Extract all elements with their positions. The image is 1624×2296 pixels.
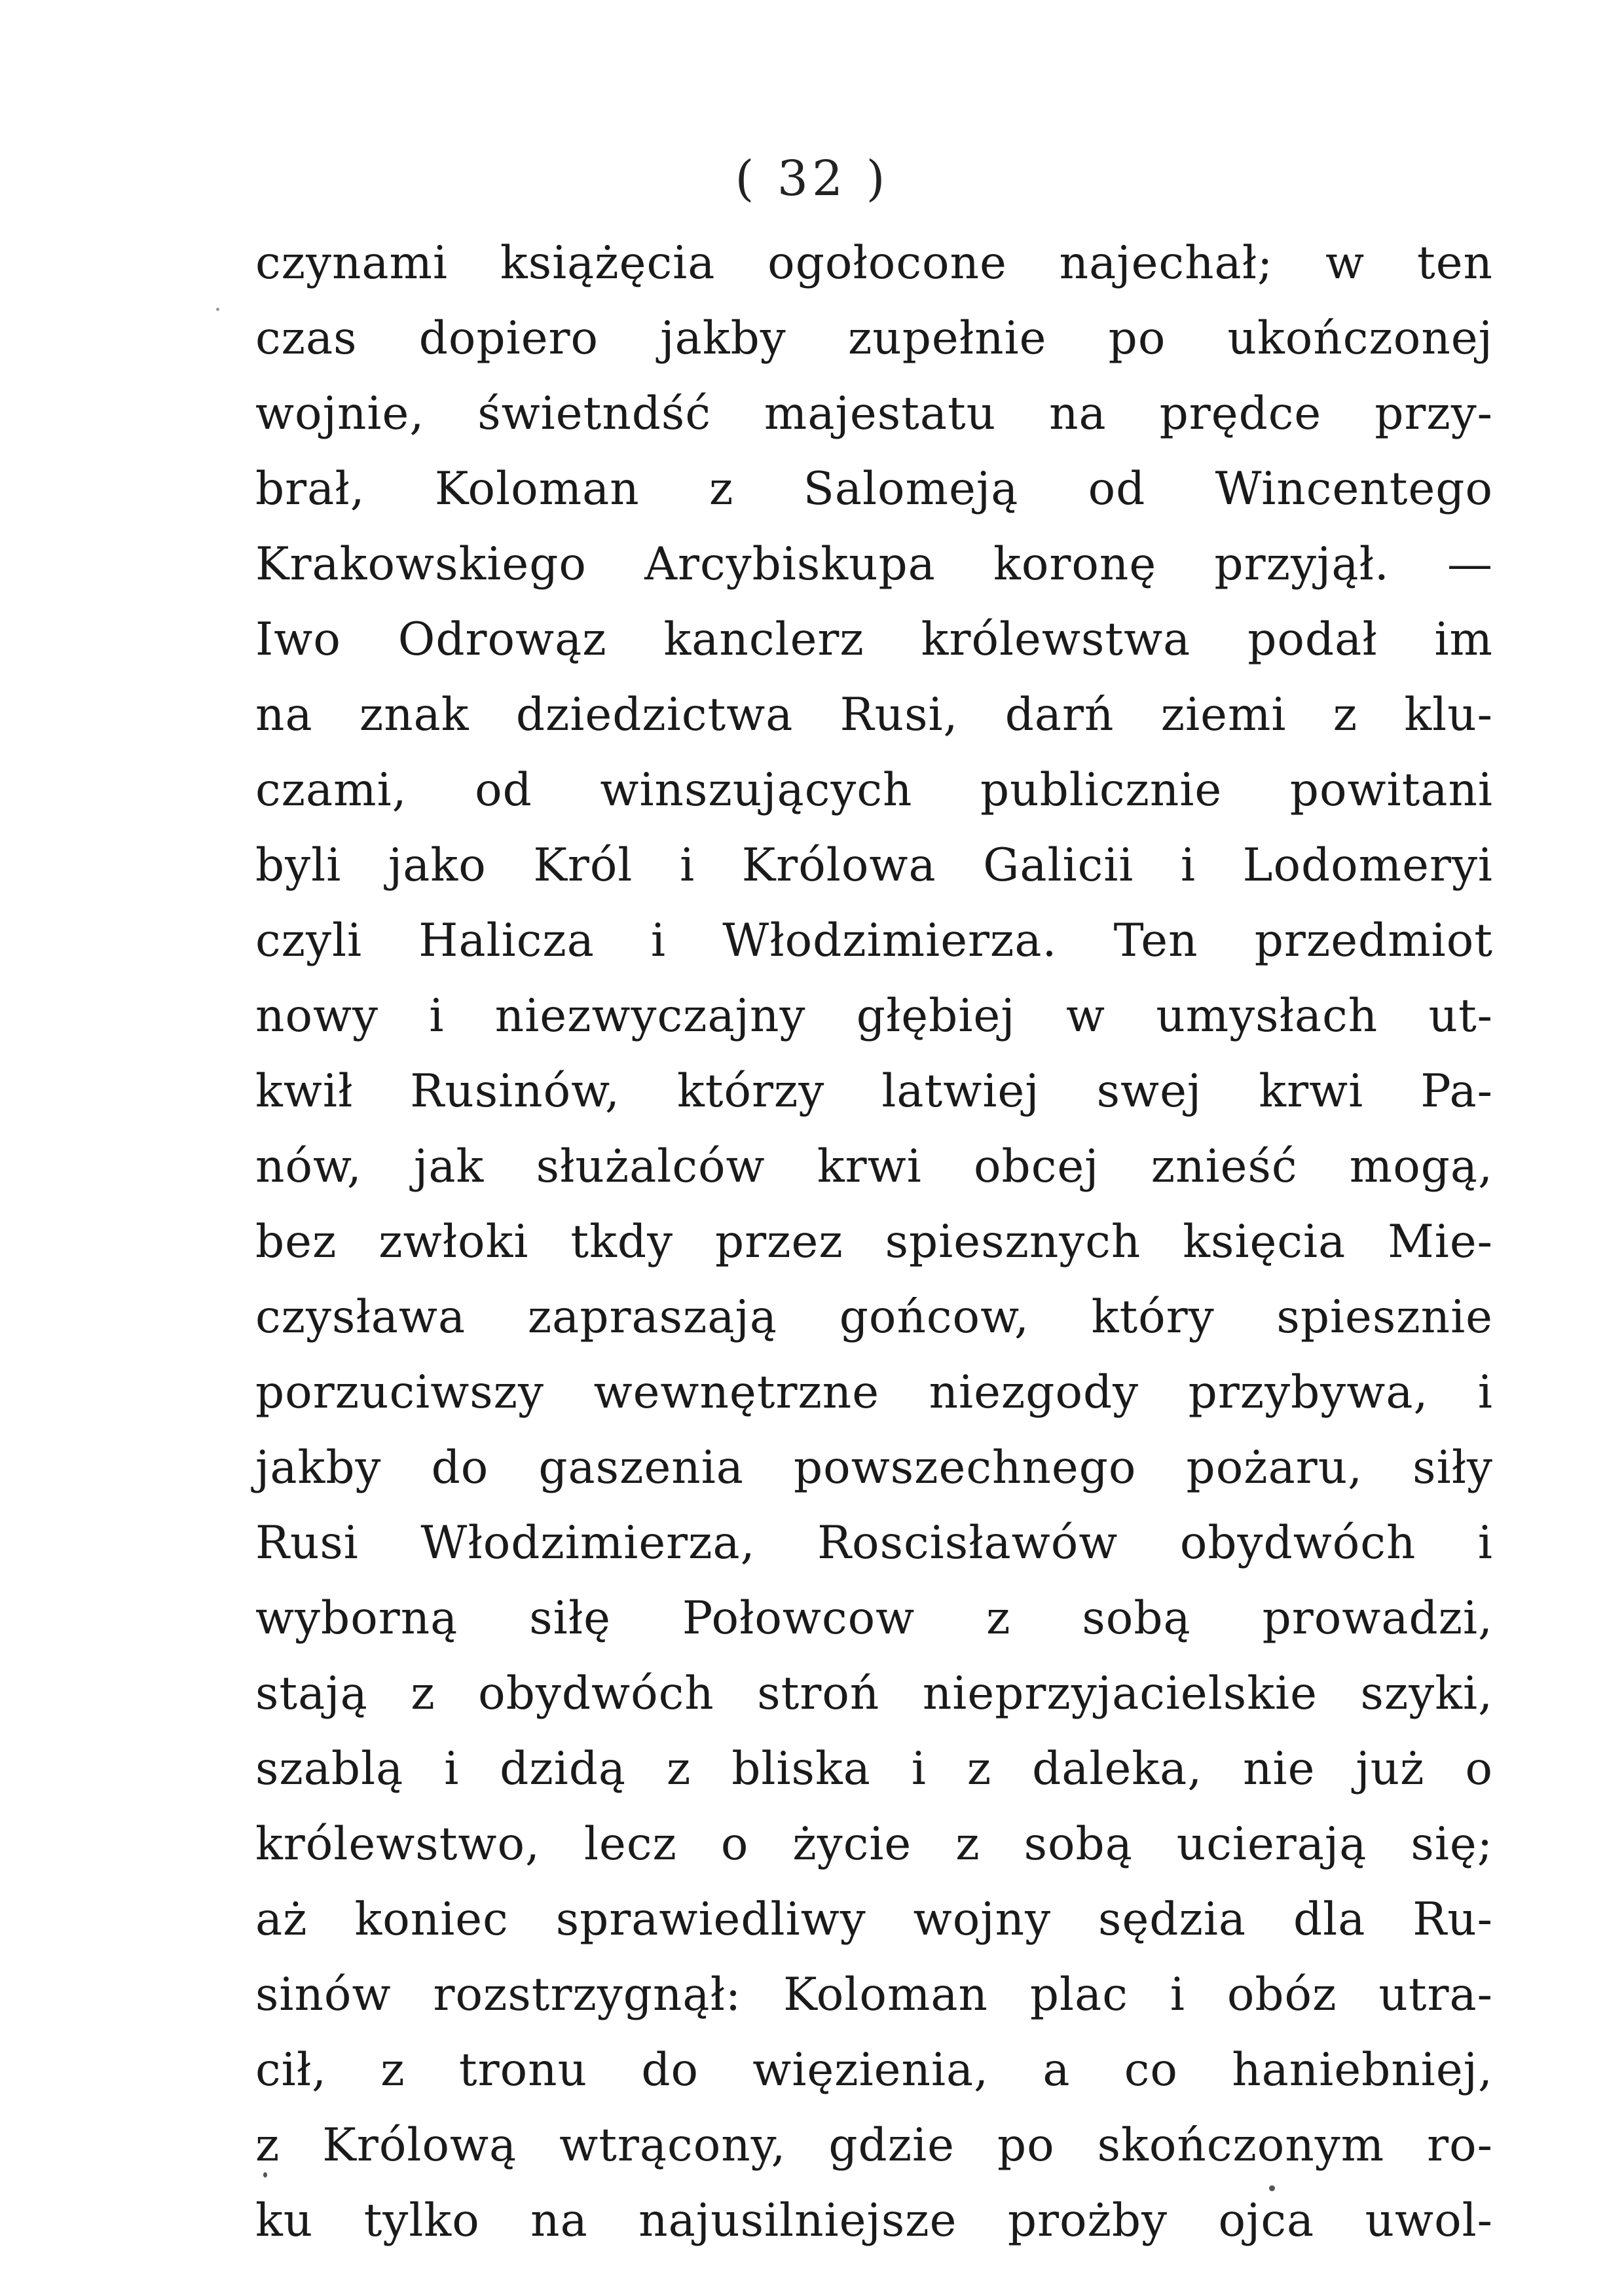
text-line-17: jakby do gaszenia powszechnego pożaru, siły	[255, 1442, 1493, 1494]
text-line-27: ku tylko na najusilniejsze prożby ojca uwol-	[255, 2195, 1493, 2247]
text-line-11: nowy i niezwyczajny głębiej w umysłach ut-	[255, 990, 1493, 1042]
page-number: ( 32 )	[735, 151, 889, 207]
text-line-1: czynami książęcia ogołocone najechał; w ten	[255, 237, 1493, 289]
text-line-15: czysława zapraszają gońcow, który spiesznie	[255, 1291, 1493, 1343]
text-line-16: porzuciwszy wewnętrzne niezgody przybywa, i	[255, 1366, 1493, 1419]
text-line-24: sinów rozstrzygnął: Koloman plac i obóz utra-	[255, 1969, 1493, 2021]
paper-speck	[1269, 2185, 1275, 2191]
text-line-9: byli jako Król i Królowa Galicii i Lodomeryi	[255, 839, 1493, 892]
text-line-18: Rusi Włodzimierza, Roscisławów obydwóch i	[255, 1517, 1493, 1569]
text-line-10: czyli Halicza i Włodzimierza. Ten przedmiot	[255, 915, 1493, 967]
text-line-4: brał, Koloman z Salomeją od Wincentego	[255, 463, 1493, 515]
body-text	[255, 226, 1493, 2259]
text-line-7: na znak dziedzictwa Rusi, darń ziemi z klu-	[255, 689, 1493, 741]
text-line-14: bez zwłoki tkdy przez spiesznych księcia Mie-	[255, 1216, 1493, 1268]
text-line-8: czami, od winszujących publicznie powitani	[255, 764, 1493, 816]
text-line-6: Iwo Odrowąz kanclerz królewstwa podał im	[255, 613, 1493, 666]
text-line-25: cił, z tronu do więzienia, a co haniebniej,	[255, 2044, 1493, 2096]
paper-speck	[263, 2172, 267, 2178]
text-line-26: z Królową wtrącony, gdzie po skończonym ro-	[255, 2119, 1493, 2172]
text-line-21: szablą i dzidą z bliska i z daleka, nie już o	[255, 1743, 1493, 1795]
text-line-3: wojnie, świetndść majestatu na prędce przy-	[255, 388, 1493, 440]
paper-speck	[216, 308, 219, 311]
text-line-23: aż koniec sprawiedliwy wojny sędzia dla Ru-	[255, 1893, 1493, 1946]
text-line-2: czas dopiero jakby zupełnie po ukończonej	[255, 312, 1493, 365]
text-line-22: królewstwo, lecz o życie z sobą ucierają się;	[255, 1818, 1493, 1870]
text-line-5: Krakowskiego Arcybiskupa koronę przyjął. —	[255, 538, 1493, 591]
text-line-12: kwił Rusinów, którzy latwiej swej krwi Pa-	[255, 1065, 1493, 1118]
text-line-13: nów, jak służalców krwi obcej znieść mogą,	[255, 1140, 1493, 1193]
text-line-20: stają z obydwóch stroń nieprzyjacielskie szyki,	[255, 1667, 1493, 1720]
text-line-19: wyborną siłę Połowcow z sobą prowadzi,	[255, 1592, 1493, 1645]
